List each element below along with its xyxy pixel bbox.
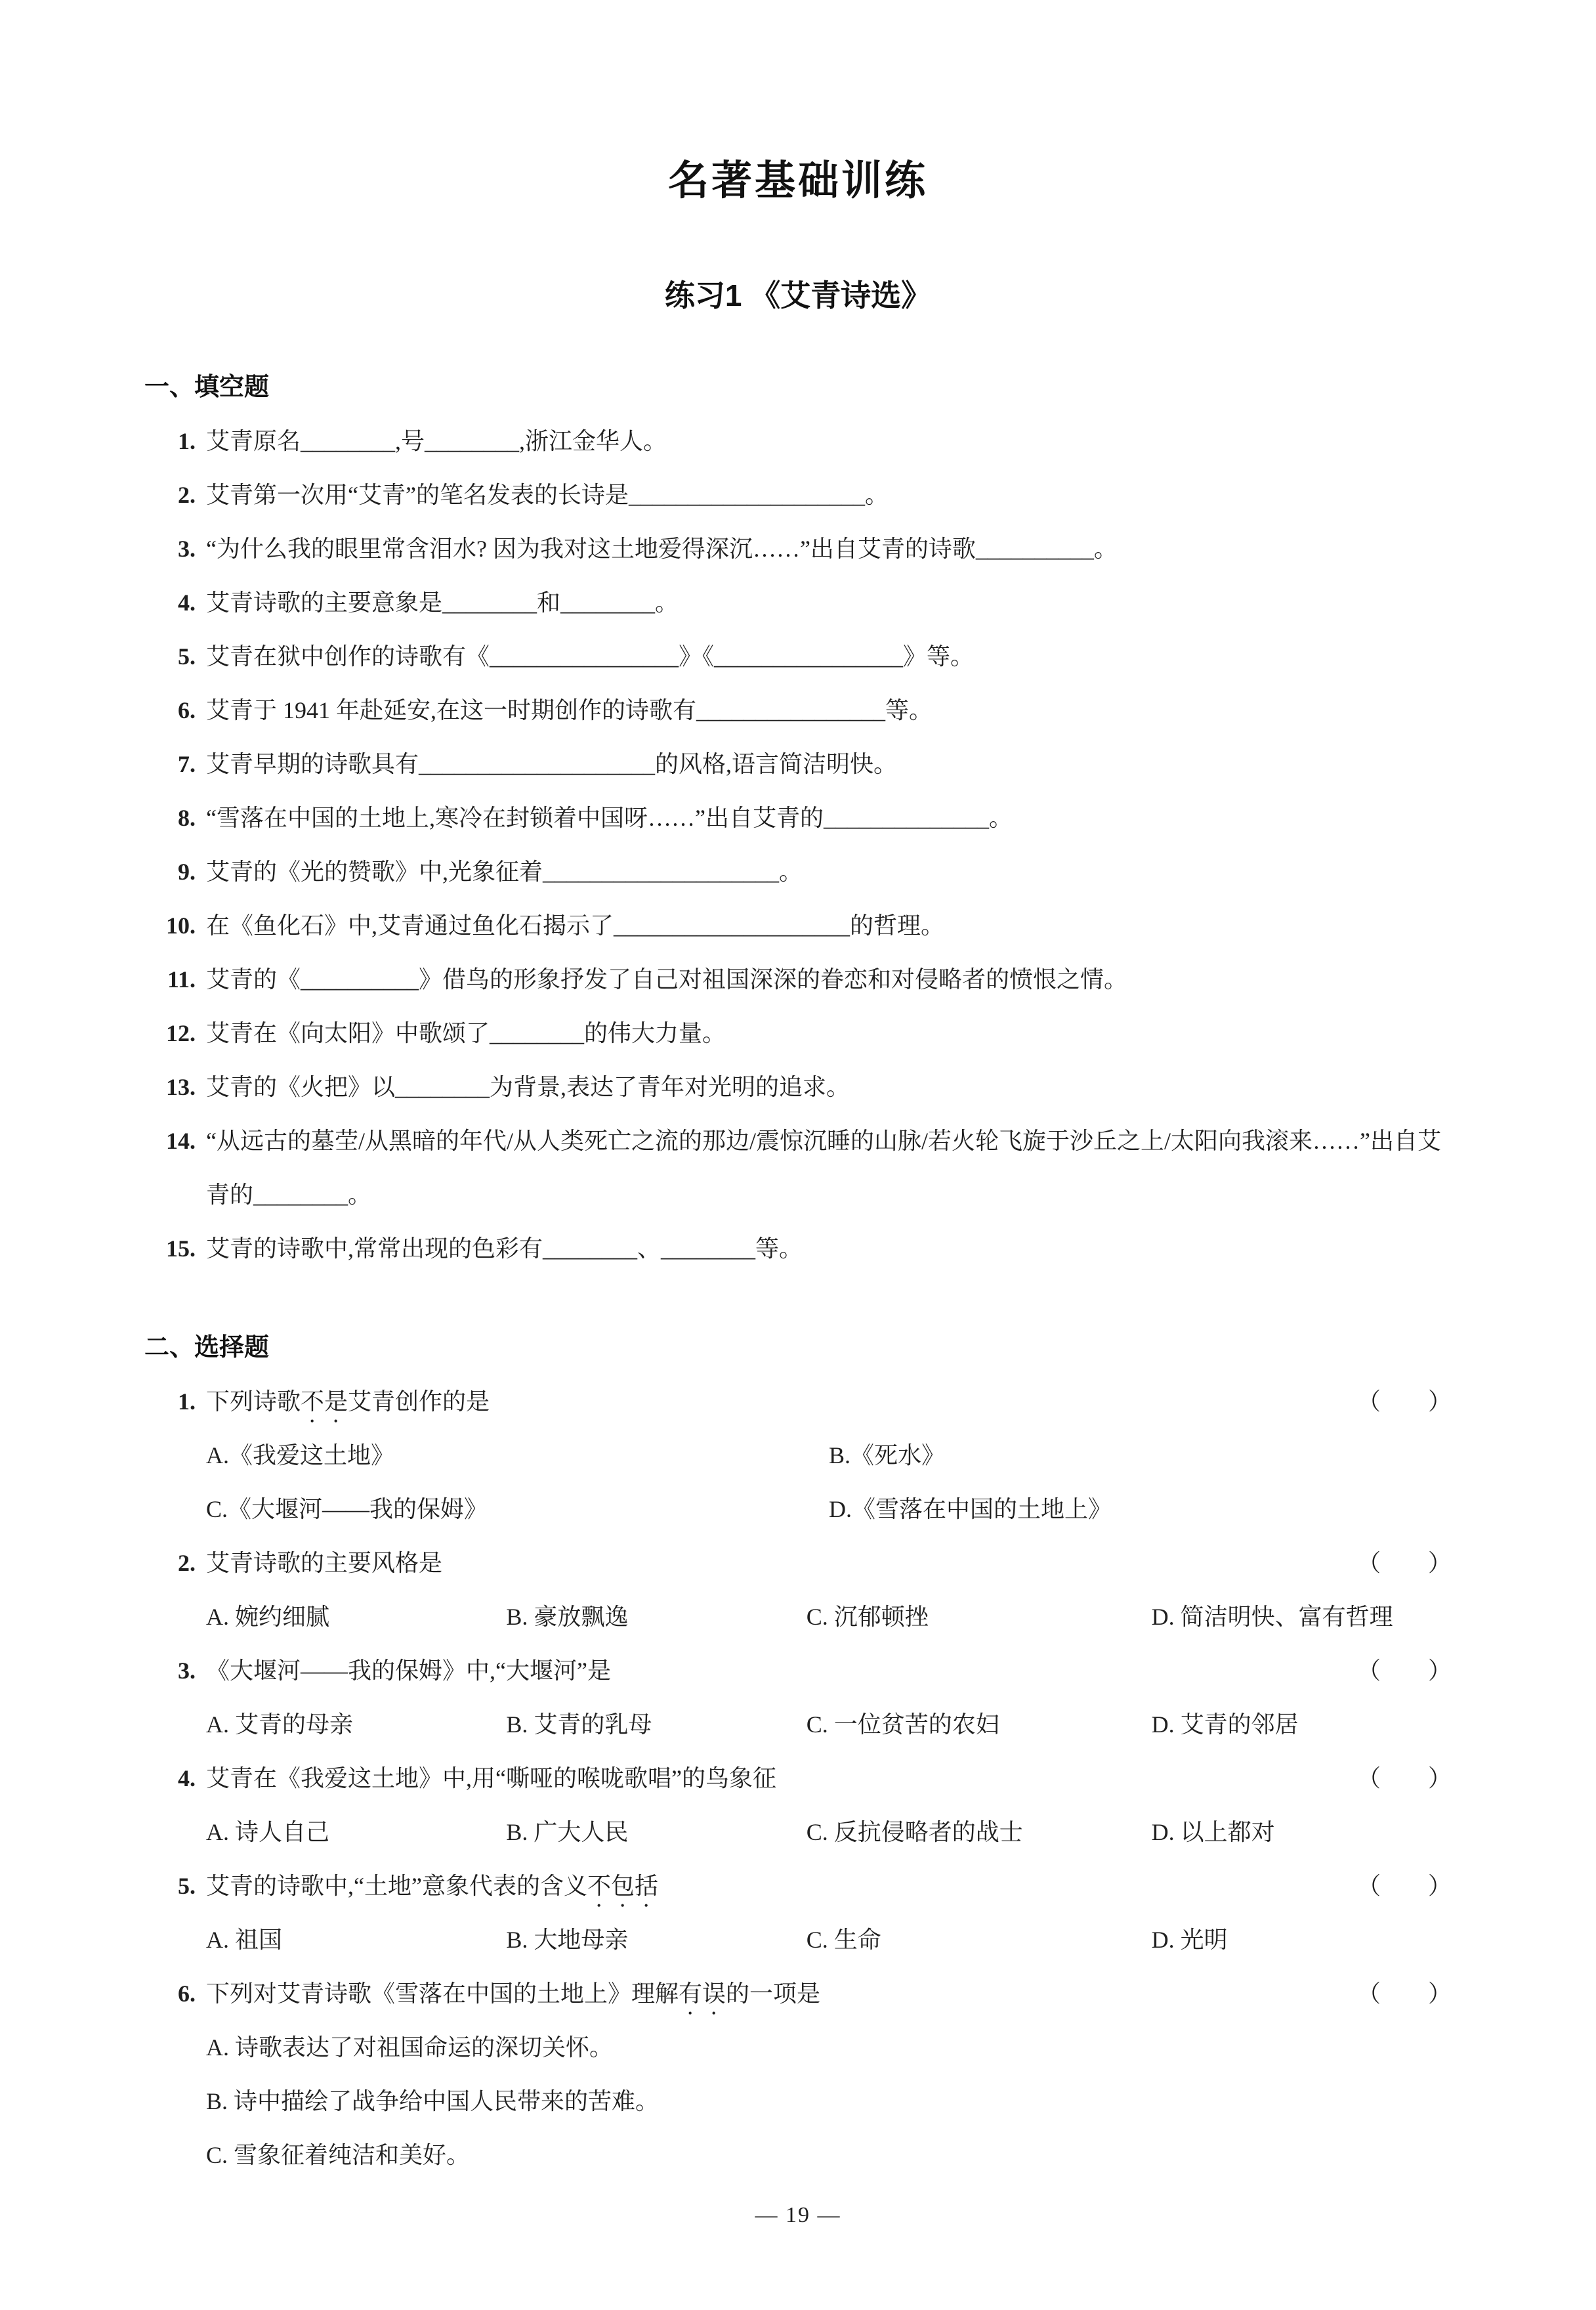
item-number: 2. (178, 482, 196, 508)
option: D.《雪落在中国的土地上》 (829, 1496, 1112, 1522)
option: A. 祖国 (206, 1927, 282, 1953)
option: B.《死水》 (829, 1442, 946, 1468)
fill-in-item (144, 1006, 1452, 1060)
question-number: 5. (178, 1873, 196, 1899)
item-text: 在《鱼化石》中,艾青通过鱼化石揭示了____________________的哲理。 (206, 912, 945, 939)
answer-bracket: （ ） (1356, 1873, 1452, 1899)
option: C. 沉郁顿挫 (806, 1604, 929, 1630)
option: A. 诗人自己 (206, 1819, 329, 1845)
question-stem-row (144, 1967, 1452, 2021)
item-number: 1. (178, 428, 196, 454)
item-text: 艾青的《火把》以________为背景,表达了青年对光明的追求。 (206, 1074, 850, 1100)
option: A. 婉约细腻 (206, 1604, 329, 1630)
item-text: “雪落在中国的土地上,寒冷在封锁着中国呀……”出自艾青的______________。 (206, 805, 1013, 831)
question-stem-text: 下列对艾青诗歌《雪落在中国的土地上》理解有误的一项是 (206, 1980, 821, 2007)
option-row (206, 1590, 1452, 1644)
option: B. 艾青的乳母 (506, 1711, 652, 1738)
choice-section (144, 1327, 1452, 2182)
choice-question (144, 1751, 1452, 1859)
fill-in-item (144, 414, 1452, 468)
item-number: 10. (166, 912, 196, 939)
item-text: 艾青的《光的赞歌》中,光象征着____________________。 (206, 859, 803, 885)
option: C. 一位贫苦的农妇 (806, 1711, 999, 1738)
fill-in-item (144, 683, 1452, 737)
page-footer (0, 2203, 1596, 2228)
option-row (206, 2128, 1452, 2182)
question-stem-text: 艾青的诗歌中,“土地”意象代表的含义不包括 (206, 1873, 658, 1899)
item-number: 5. (178, 643, 196, 670)
emphasis-text: 有误 (679, 1980, 726, 2007)
question-number: 3. (178, 1658, 196, 1684)
option: A.《我爱这土地》 (206, 1442, 394, 1468)
option-row (206, 1913, 1452, 1967)
item-number: 15. (166, 1235, 196, 1262)
option: A. 诗歌表达了对祖国命运的深切关怀。 (206, 2034, 613, 2061)
item-text: 艾青在狱中创作的诗歌有《________________》《________________》等。 (206, 643, 975, 670)
question-number: 2. (178, 1550, 196, 1576)
fill-in-item (144, 845, 1452, 899)
fill-in-item (144, 522, 1452, 576)
item-text: 艾青第一次用“艾青”的笔名发表的长诗是____________________。 (206, 482, 889, 508)
page-number: — 19 — (755, 2203, 841, 2227)
option-row (206, 1698, 1452, 1751)
item-number: 13. (166, 1074, 196, 1100)
emphasis-text: 不包括 (587, 1873, 658, 1899)
question-stem-row (144, 1644, 1452, 1698)
question-stem-text: 艾青诗歌的主要风格是 (206, 1550, 443, 1576)
fill-in-list (144, 414, 1452, 1275)
item-text: 艾青原名________,号________,浙江金华人。 (206, 428, 667, 454)
item-number: 6. (178, 697, 196, 723)
option-row (206, 1805, 1452, 1859)
item-number: 14. (166, 1128, 196, 1154)
question-stem-row (144, 1536, 1452, 1590)
item-text: 艾青于 1941 年赴延安,在这一时期创作的诗歌有________________等。 (206, 697, 933, 723)
item-text: 艾青早期的诗歌具有____________________的风格,语言简洁明快。 (206, 751, 898, 777)
choice-question (144, 1644, 1452, 1751)
item-text: “为什么我的眼里常含泪水? 因为我对这土地爱得深沉……”出自艾青的诗歌__________。 (206, 536, 1118, 562)
choice-question (144, 1375, 1452, 1536)
item-text: 艾青诗歌的主要意象是________和________。 (206, 589, 679, 616)
option-row (206, 2021, 1452, 2074)
page-title: 名著基础训练 (667, 158, 928, 203)
question-stem-text: 《大堰河——我的保姆》中,“大堰河”是 (206, 1658, 611, 1684)
fill-in-item (144, 899, 1452, 952)
item-number: 9. (178, 859, 196, 885)
item-number: 7. (178, 751, 196, 777)
fill-in-item (144, 1114, 1452, 1222)
option: D. 光明 (1151, 1927, 1228, 1953)
question-stem-text: 艾青在《我爱这土地》中,用“嘶哑的喉咙歌唱”的鸟象征 (206, 1765, 776, 1791)
answer-bracket: （ ） (1356, 1765, 1452, 1791)
item-text: 艾青在《向太阳》中歌颂了________的伟大力量。 (206, 1020, 726, 1046)
option: A. 艾青的母亲 (206, 1711, 353, 1738)
item-text: 艾青的诗歌中,常常出现的色彩有________、________等。 (206, 1235, 803, 1262)
option: D. 艾青的邻居 (1151, 1711, 1299, 1738)
option: B. 豪放飘逸 (506, 1604, 629, 1630)
fill-in-item (144, 791, 1452, 845)
option: C. 反抗侵略者的战士 (806, 1819, 1023, 1845)
answer-bracket: （ ） (1356, 1980, 1452, 2007)
option: D. 以上都对 (1151, 1819, 1275, 1845)
item-number: 12. (166, 1020, 196, 1046)
option-row (206, 1428, 1452, 1482)
answer-bracket: （ ） (1356, 1658, 1452, 1684)
question-number: 1. (178, 1388, 196, 1415)
choice-question (144, 1859, 1452, 1967)
question-number: 4. (178, 1765, 196, 1791)
choice-question-list (144, 1375, 1452, 2182)
fill-in-item (144, 1060, 1452, 1114)
question-stem-row (144, 1859, 1452, 1913)
question-stem-row (144, 1751, 1452, 1805)
option: B. 广大人民 (506, 1819, 629, 1845)
option: B. 诗中描绘了战争给中国人民带来的苦难。 (206, 2088, 660, 2114)
fill-in-section-heading: 一、填空题 (144, 374, 270, 401)
option-row (206, 2074, 1452, 2128)
option: D. 简洁明快、富有哲理 (1151, 1604, 1393, 1630)
question-stem-text: 下列诗歌不是艾青创作的是 (206, 1388, 490, 1415)
answer-bracket: （ ） (1356, 1550, 1452, 1576)
option: C. 生命 (806, 1927, 881, 1953)
answer-bracket: （ ） (1356, 1388, 1452, 1415)
choice-question (144, 1536, 1452, 1644)
question-number: 6. (178, 1980, 196, 2007)
option: C.《大堰河——我的保姆》 (206, 1496, 488, 1522)
item-text: “从远古的墓茔/从黑暗的年代/从人类死亡之流的那边/震惊沉睡的山脉/若火轮飞旋于沙丘之上/太阳向我滚来……”出自艾青的________。 (206, 1128, 1441, 1208)
option-row (206, 1482, 1452, 1536)
choice-section-heading: 二、选择题 (144, 1334, 270, 1361)
fill-in-item (144, 952, 1452, 1006)
item-text: 艾青的《__________》借鸟的形象抒发了自己对祖国深深的眷恋和对侵略者的愤恨之情。 (206, 966, 1128, 993)
fill-in-item (144, 1222, 1452, 1275)
fill-in-item (144, 468, 1452, 522)
item-number: 8. (178, 805, 196, 831)
option: C. 雪象征着纯洁和美好。 (206, 2142, 471, 2168)
fill-in-section (144, 366, 1452, 1275)
choice-question (144, 1967, 1452, 2182)
option: B. 大地母亲 (506, 1927, 629, 1953)
emphasis-text: 不是 (301, 1388, 348, 1415)
item-number: 4. (178, 589, 196, 616)
fill-in-item (144, 737, 1452, 791)
question-stem-row (144, 1375, 1452, 1428)
fill-in-item (144, 630, 1452, 683)
item-number: 11. (167, 966, 196, 993)
exercise-title: 练习1 《艾青诗选》 (664, 278, 932, 312)
fill-in-item (144, 576, 1452, 630)
item-number: 3. (178, 536, 196, 562)
